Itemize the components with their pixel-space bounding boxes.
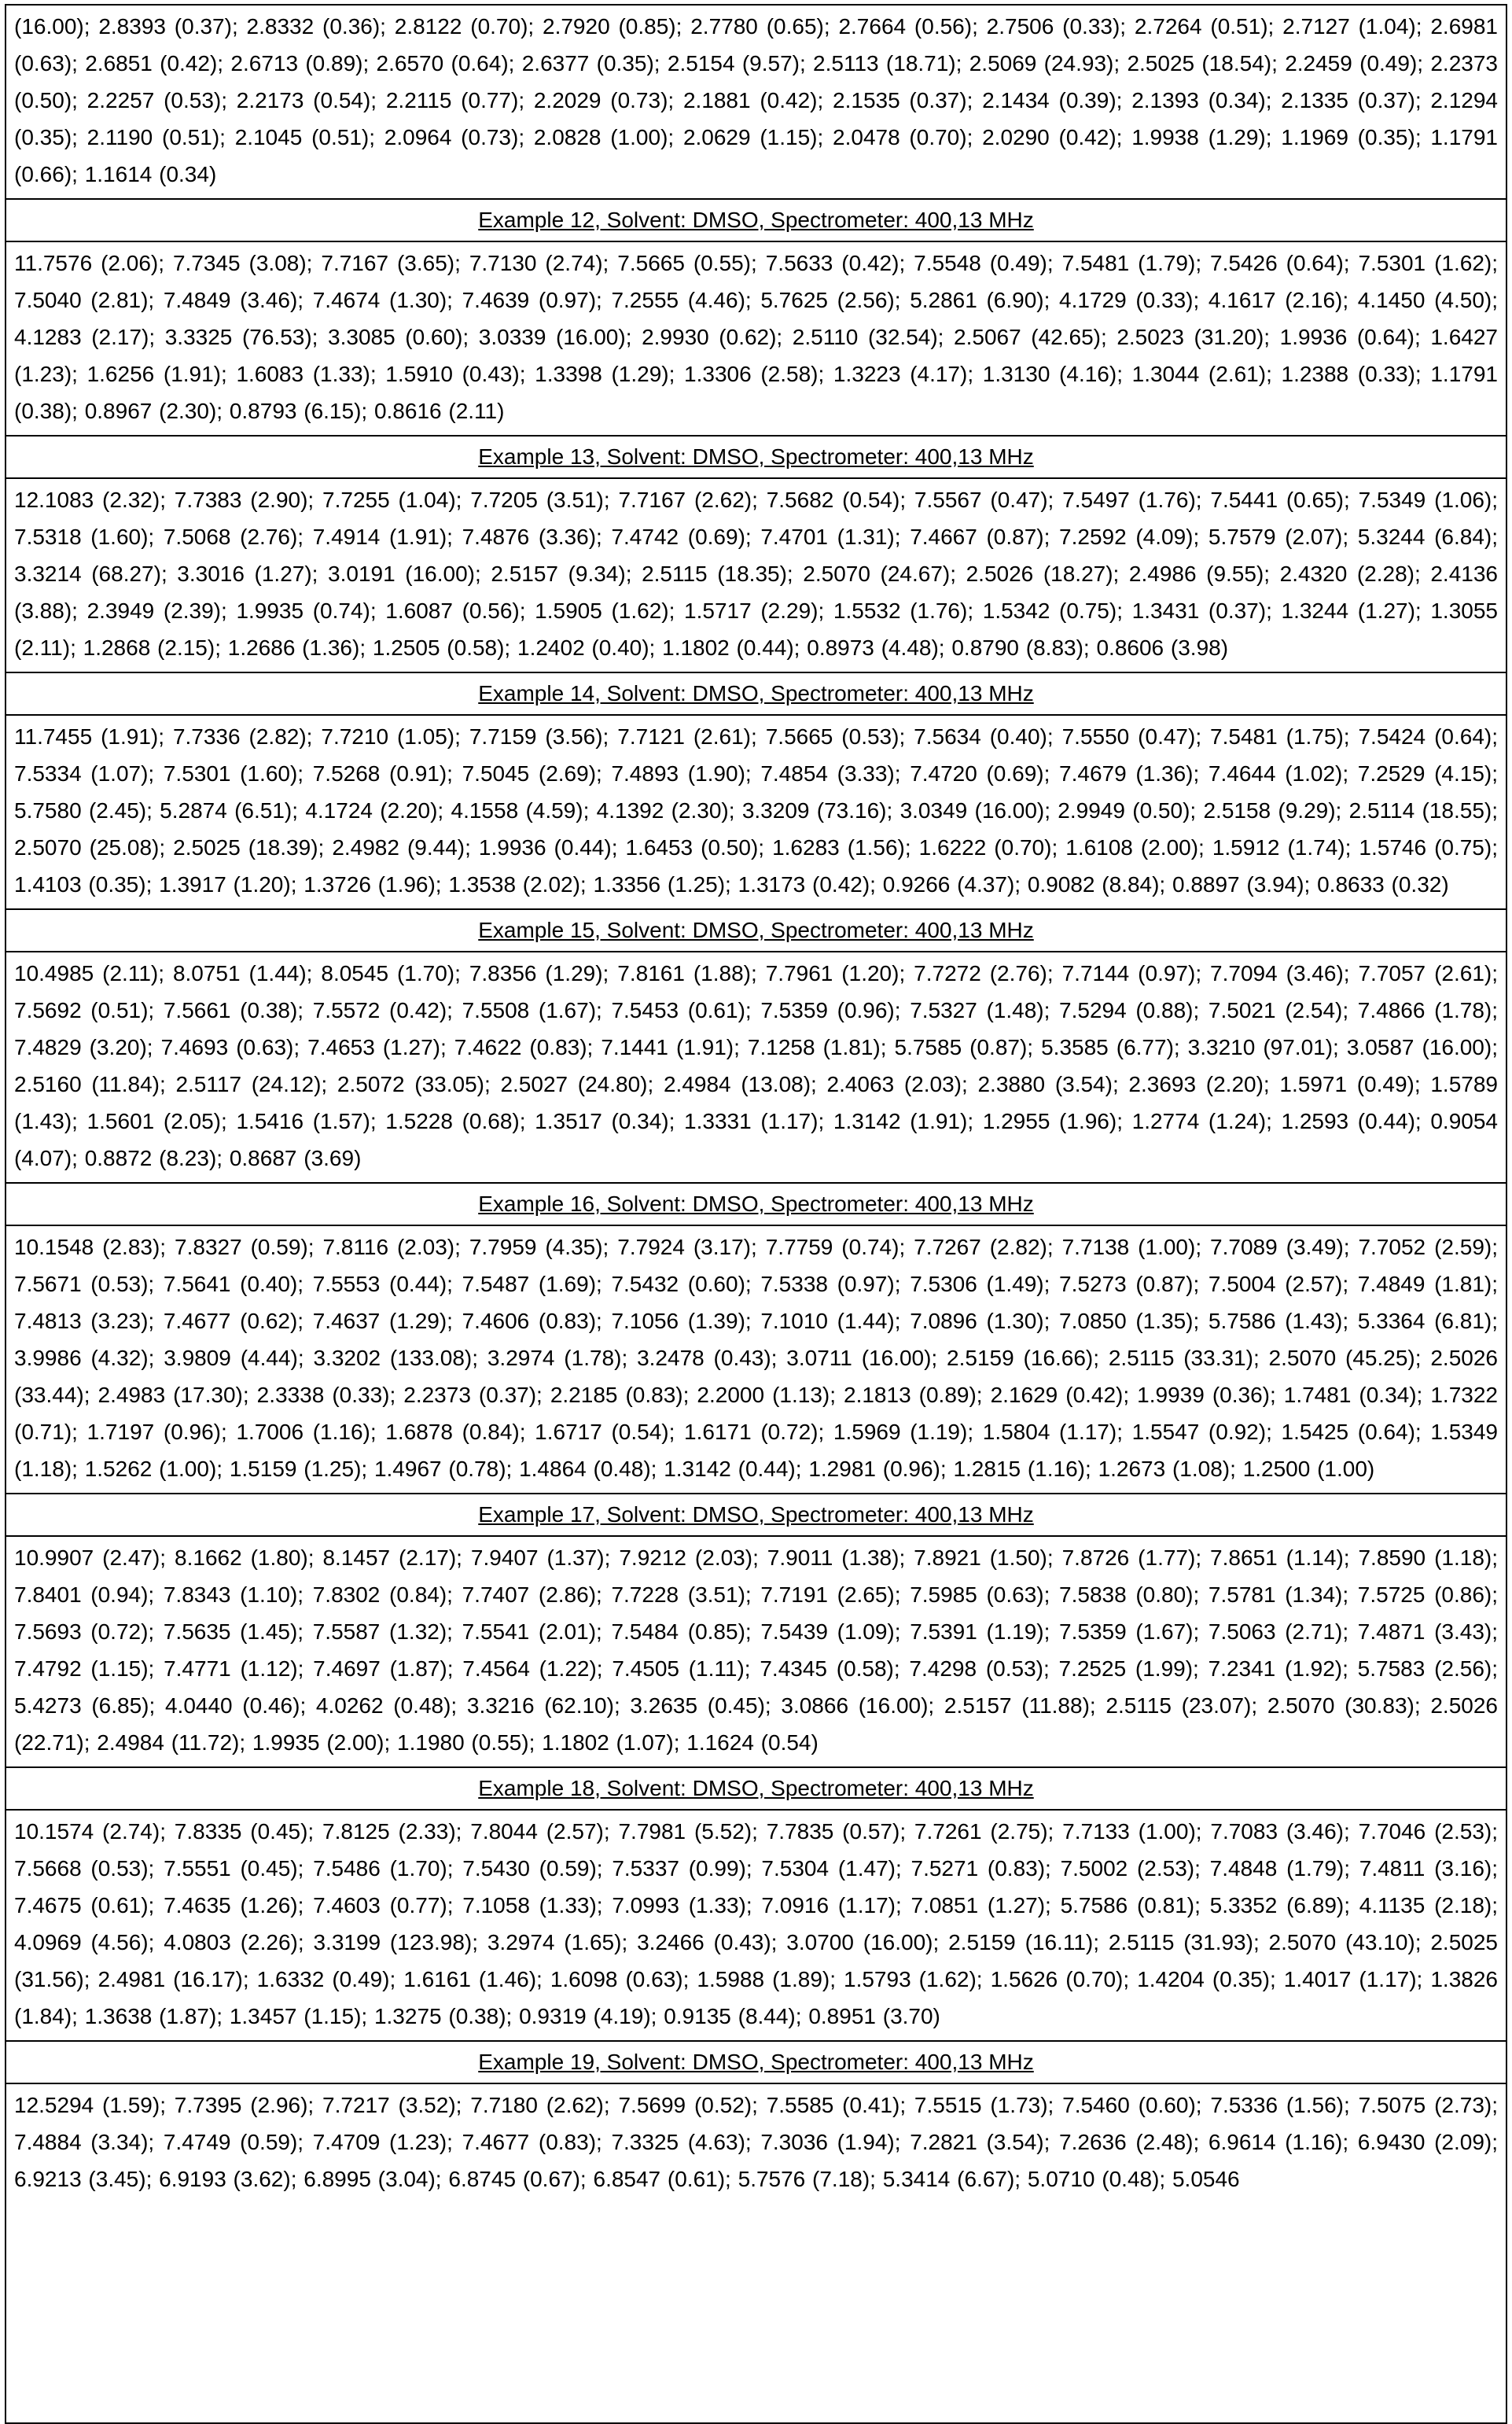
example-header-label: Example 16, Solvent: DMSO, Spectrometer: 400,13 MHz <box>478 1192 1034 1216</box>
example-header-cell <box>6 1494 1506 1536</box>
example-header-label: Example 12, Solvent: DMSO, Spectrometer: 400,13 MHz <box>478 208 1034 232</box>
nmr-data-table <box>5 4 1507 2424</box>
peak-list-text: 10.4985 (2.11); 8.0751 (1.44); 8.0545 (1.70); 7.8356 (1.29); 7.8161 (1.88); 7.7961 (1.20); 7.7272 (2.76); 7.7144 (0.97); 7.7094 (3.46); 7.7057 (2.61); 7.5692 (0.51); 7.5661 (0.38); 7.5572 (0.42); 7.5508 (1.67); 7.5453 (0.61); 7.5359 (0.96); 7.5327 (1.48); 7.5294 (0.88); 7.5021 (2.54); 7.4866 (1.78); 7.4829 (3.20); 7.4693 (0.63); 7.4653 (1.27); 7.4622 (0.83); 7.1441 (1.91); 7.1258 (1.81); 5.7585 (0.87); 5.3585 (6.77); 3.3210 (97.01); 3.0587 (16.00); 2.5160 (11.84); 2.5117 (24.12); 2.5072 (33.05); 2.5027 (24.80); 2.4984 (13.08); 2.4063 (2.03); 2.3880 (3.54); 2.3693 (2.20); 1.5971 (0.49); 1.5789 (1.43); 1.5601 (2.05); 1.5416 (1.57); 1.5228 (0.68); 1.3517 (0.34); 1.3331 (1.17); 1.3142 (1.91); 1.2955 (1.96); 1.2774 (1.24); 1.2593 (0.44); 0.9054 (4.07); 0.8872 (8.23); 0.8687 (3.69) <box>6 952 1506 1183</box>
example-header-cell <box>6 909 1506 952</box>
peak-data-row <box>6 2083 1506 2423</box>
example-header-row <box>6 436 1506 478</box>
nmr-table-body <box>6 5 1506 2423</box>
peak-list-text: 10.1574 (2.74); 7.8335 (0.45); 7.8125 (2.33); 7.8044 (2.57); 7.7981 (5.52); 7.7835 (0.57); 7.7261 (2.75); 7.7133 (1.00); 7.7083 (3.46); 7.7046 (2.53); 7.5668 (0.53); 7.5551 (0.45); 7.5486 (1.70); 7.5430 (0.59); 7.5337 (0.99); 7.5304 (1.47); 7.5271 (0.83); 7.5002 (2.53); 7.4848 (1.79); 7.4811 (3.16); 7.4675 (0.61); 7.4635 (1.26); 7.4603 (0.77); 7.1058 (1.33); 7.0993 (1.33); 7.0916 (1.17); 7.0851 (1.27); 5.7586 (0.81); 5.3352 (6.89); 4.1135 (2.18); 4.0969 (4.56); 4.0803 (2.26); 3.3199 (123.98); 3.2974 (1.65); 3.2466 (0.43); 3.0700 (16.00); 2.5159 (16.11); 2.5115 (31.93); 2.5070 (43.10); 2.5025 (31.56); 2.4981 (16.17); 1.6332 (0.49); 1.6161 (1.46); 1.6098 (0.63); 1.5988 (1.89); 1.5793 (1.62); 1.5626 (0.70); 1.4204 (0.35); 1.4017 (1.17); 1.3826 (1.84); 1.3638 (1.87); 1.3457 (1.15); 1.3275 (0.38); 0.9319 (4.19); 0.9135 (8.44); 0.8951 (3.70) <box>6 1810 1506 2041</box>
peak-list-text: 10.9907 (2.47); 8.1662 (1.80); 8.1457 (2.17); 7.9407 (1.37); 7.9212 (2.03); 7.9011 (1.38); 7.8921 (1.50); 7.8726 (1.77); 7.8651 (1.14); 7.8590 (1.18); 7.8401 (0.94); 7.8343 (1.10); 7.8302 (0.84); 7.7407 (2.86); 7.7228 (3.51); 7.7191 (2.65); 7.5985 (0.63); 7.5838 (0.80); 7.5781 (1.34); 7.5725 (0.86); 7.5693 (0.72); 7.5635 (1.45); 7.5587 (1.32); 7.5541 (2.01); 7.5484 (0.85); 7.5439 (1.09); 7.5391 (1.19); 7.5359 (1.67); 7.5063 (2.71); 7.4871 (3.43); 7.4792 (1.15); 7.4771 (1.12); 7.4697 (1.87); 7.4564 (1.22); 7.4505 (1.11); 7.4345 (0.58); 7.4298 (0.53); 7.2525 (1.99); 7.2341 (1.92); 5.7583 (2.56); 5.4273 (6.85); 4.0440 (0.46); 4.0262 (0.48); 3.3216 (62.10); 3.2635 (0.45); 3.0866 (16.00); 2.5157 (11.88); 2.5115 (23.07); 2.5070 (30.83); 2.5026 (22.71); 2.4984 (11.72); 1.9935 (2.00); 1.1980 (0.55); 1.1802 (1.07); 1.1624 (0.54) <box>6 1536 1506 1767</box>
example-header-cell <box>6 436 1506 478</box>
example-header-label: Example 17, Solvent: DMSO, Spectrometer: 400,13 MHz <box>478 1502 1034 1527</box>
example-header-cell <box>6 199 1506 241</box>
peak-data-row <box>6 715 1506 909</box>
example-header-row <box>6 909 1506 952</box>
example-header-label: Example 19, Solvent: DMSO, Spectrometer: 400,13 MHz <box>478 2050 1034 2074</box>
peak-list-text: 11.7455 (1.91); 7.7336 (2.82); 7.7210 (1.05); 7.7159 (3.56); 7.7121 (2.61); 7.5665 (0.53); 7.5634 (0.40); 7.5550 (0.47); 7.5481 (1.75); 7.5424 (0.64); 7.5334 (1.07); 7.5301 (1.60); 7.5268 (0.91); 7.5045 (2.69); 7.4893 (1.90); 7.4854 (3.33); 7.4720 (0.69); 7.4679 (1.36); 7.4644 (1.02); 7.2529 (4.15); 5.7580 (2.45); 5.2874 (6.51); 4.1724 (2.20); 4.1558 (4.59); 4.1392 (2.30); 3.3209 (73.16); 3.0349 (16.00); 2.9949 (0.50); 2.5158 (9.29); 2.5114 (18.55); 2.5070 (25.08); 2.5025 (18.39); 2.4982 (9.44); 1.9936 (0.44); 1.6453 (0.50); 1.6283 (1.56); 1.6222 (0.70); 1.6108 (2.00); 1.5912 (1.74); 1.5746 (0.75); 1.4103 (0.35); 1.3917 (1.20); 1.3726 (1.96); 1.3538 (2.02); 1.3356 (1.25); 1.3173 (0.42); 0.9266 (4.37); 0.9082 (8.84); 0.8897 (3.94); 0.8633 (0.32) <box>6 715 1506 909</box>
example-header-cell <box>6 2041 1506 2083</box>
example-header-row <box>6 199 1506 241</box>
example-header-label: Example 14, Solvent: DMSO, Spectrometer: 400,13 MHz <box>478 681 1034 705</box>
example-header-row <box>6 1494 1506 1536</box>
example-header-row <box>6 672 1506 715</box>
peak-data-row <box>6 952 1506 1183</box>
peak-data-row <box>6 5 1506 199</box>
peak-data-row <box>6 1810 1506 2041</box>
peak-data-row <box>6 478 1506 672</box>
example-header-row <box>6 1183 1506 1225</box>
example-header-cell <box>6 672 1506 715</box>
peak-data-row <box>6 1536 1506 1767</box>
peak-list-text: 10.1548 (2.83); 7.8327 (0.59); 7.8116 (2.03); 7.7959 (4.35); 7.7924 (3.17); 7.7759 (0.74); 7.7267 (2.82); 7.7138 (1.00); 7.7089 (3.49); 7.7052 (2.59); 7.5671 (0.53); 7.5641 (0.40); 7.5553 (0.44); 7.5487 (1.69); 7.5432 (0.60); 7.5338 (0.97); 7.5306 (1.49); 7.5273 (0.87); 7.5004 (2.57); 7.4849 (1.81); 7.4813 (3.23); 7.4677 (0.62); 7.4637 (1.29); 7.4606 (0.83); 7.1056 (1.39); 7.1010 (1.44); 7.0896 (1.30); 7.0850 (1.35); 5.7586 (1.43); 5.3364 (6.81); 3.9986 (4.32); 3.9809 (4.44); 3.3202 (133.08); 3.2974 (1.78); 3.2478 (0.43); 3.0711 (16.00); 2.5159 (16.66); 2.5115 (33.31); 2.5070 (45.25); 2.5026 (33.44); 2.4983 (17.30); 2.3338 (0.33); 2.2373 (0.37); 2.2185 (0.83); 2.2000 (1.13); 2.1813 (0.89); 2.1629 (0.42); 1.9939 (0.36); 1.7481 (0.34); 1.7322 (0.71); 1.7197 (0.96); 1.7006 (1.16); 1.6878 (0.84); 1.6717 (0.54); 1.6171 (0.72); 1.5969 (1.19); 1.5804 (1.17); 1.5547 (0.92); 1.5425 (0.64); 1.5349 (1.18); 1.5262 (1.00); 1.5159 (1.25); 1.4967 (0.78); 1.4864 (0.48); 1.3142 (0.44); 1.2981 (0.96); 1.2815 (1.16); 1.2673 (1.08); 1.2500 (1.00) <box>6 1225 1506 1494</box>
peak-list-text: 11.7576 (2.06); 7.7345 (3.08); 7.7167 (3.65); 7.7130 (2.74); 7.5665 (0.55); 7.5633 (0.42); 7.5548 (0.49); 7.5481 (1.79); 7.5426 (0.64); 7.5301 (1.62); 7.5040 (2.81); 7.4849 (3.46); 7.4674 (1.30); 7.4639 (0.97); 7.2555 (4.46); 5.7625 (2.56); 5.2861 (6.90); 4.1729 (0.33); 4.1617 (2.16); 4.1450 (4.50); 4.1283 (2.17); 3.3325 (76.53); 3.3085 (0.60); 3.0339 (16.00); 2.9930 (0.62); 2.5110 (32.54); 2.5067 (42.65); 2.5023 (31.20); 1.9936 (0.64); 1.6427 (1.23); 1.6256 (1.91); 1.6083 (1.33); 1.5910 (0.43); 1.3398 (1.29); 1.3306 (2.58); 1.3223 (4.17); 1.3130 (4.16); 1.3044 (2.61); 1.2388 (0.33); 1.1791 (0.38); 0.8967 (2.30); 0.8793 (6.15); 0.8616 (2.11) <box>6 241 1506 436</box>
example-header-cell <box>6 1767 1506 1810</box>
peak-list-text: 12.5294 (1.59); 7.7395 (2.96); 7.7217 (3.52); 7.7180 (2.62); 7.5699 (0.52); 7.5585 (0.41); 7.5515 (1.73); 7.5460 (0.60); 7.5336 (1.56); 7.5075 (2.73); 7.4884 (3.34); 7.4749 (0.59); 7.4709 (1.23); 7.4677 (0.83); 7.3325 (4.63); 7.3036 (1.94); 7.2821 (3.54); 7.2636 (2.48); 6.9614 (1.16); 6.9430 (2.09); 6.9213 (3.45); 6.9193 (3.62); 6.8995 (3.04); 6.8745 (0.67); 6.8547 (0.61); 5.7576 (7.18); 5.3414 (6.67); 5.0710 (0.48); 5.0546 <box>6 2083 1506 2423</box>
peak-list-text: (16.00); 2.8393 (0.37); 2.8332 (0.36); 2.8122 (0.70); 2.7920 (0.85); 2.7780 (0.65); 2.7664 (0.56); 2.7506 (0.33); 2.7264 (0.51); 2.7127 (1.04); 2.6981 (0.63); 2.6851 (0.42); 2.6713 (0.89); 2.6570 (0.64); 2.6377 (0.35); 2.5154 (9.57); 2.5113 (18.71); 2.5069 (24.93); 2.5025 (18.54); 2.2459 (0.49); 2.2373 (0.50); 2.2257 (0.53); 2.2173 (0.54); 2.2115 (0.77); 2.2029 (0.73); 2.1881 (0.42); 2.1535 (0.37); 2.1434 (0.39); 2.1393 (0.34); 2.1335 (0.37); 2.1294 (0.35); 2.1190 (0.51); 2.1045 (0.51); 2.0964 (0.73); 2.0828 (1.00); 2.0629 (1.15); 2.0478 (0.70); 2.0290 (0.42); 1.9938 (1.29); 1.1969 (0.35); 1.1791 (0.66); 1.1614 (0.34) <box>6 5 1506 199</box>
peak-data-row <box>6 241 1506 436</box>
example-header-label: Example 18, Solvent: DMSO, Spectrometer: 400,13 MHz <box>478 1776 1034 1800</box>
example-header-row <box>6 1767 1506 1810</box>
example-header-cell <box>6 1183 1506 1225</box>
peak-data-row <box>6 1225 1506 1494</box>
peak-list-text: 12.1083 (2.32); 7.7383 (2.90); 7.7255 (1.04); 7.7205 (3.51); 7.7167 (2.62); 7.5682 (0.54); 7.5567 (0.47); 7.5497 (1.76); 7.5441 (0.65); 7.5349 (1.06); 7.5318 (1.60); 7.5068 (2.76); 7.4914 (1.91); 7.4876 (3.36); 7.4742 (0.69); 7.4701 (1.31); 7.4667 (0.87); 7.2592 (4.09); 5.7579 (2.07); 5.3244 (6.84); 3.3214 (68.27); 3.3016 (1.27); 3.0191 (16.00); 2.5157 (9.34); 2.5115 (18.35); 2.5070 (24.67); 2.5026 (18.27); 2.4986 (9.55); 2.4320 (2.28); 2.4136 (3.88); 2.3949 (2.39); 1.9935 (0.74); 1.6087 (0.56); 1.5905 (1.62); 1.5717 (2.29); 1.5532 (1.76); 1.5342 (0.75); 1.3431 (0.37); 1.3244 (1.27); 1.3055 (2.11); 1.2868 (2.15); 1.2686 (1.36); 1.2505 (0.58); 1.2402 (0.40); 1.1802 (0.44); 0.8973 (4.48); 0.8790 (8.83); 0.8606 (3.98) <box>6 478 1506 672</box>
example-header-row <box>6 2041 1506 2083</box>
example-header-label: Example 15, Solvent: DMSO, Spectrometer: 400,13 MHz <box>478 918 1034 942</box>
example-header-label: Example 13, Solvent: DMSO, Spectrometer: 400,13 MHz <box>478 444 1034 469</box>
